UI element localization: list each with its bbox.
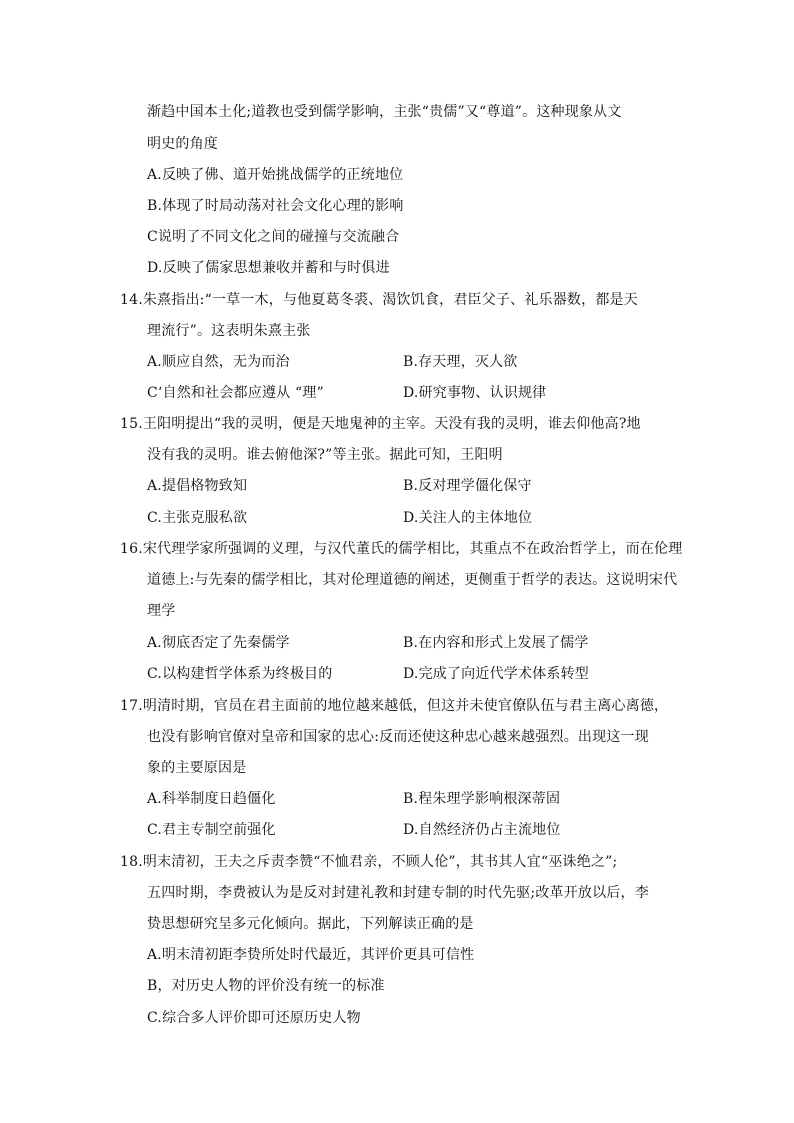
q13-option-a: A.反映了佛、道开始挑战儒学的正统地位 (147, 167, 404, 183)
q15-option-d: D.关注人的主体地位 (403, 510, 533, 526)
q16-option-b: B.在内容和形式上发展了儒学 (403, 635, 589, 651)
q15-stem-line: 15.王阳明提出“我的灵明，便是天地鬼神的主宰。天没有我的灵明，谁去仰他高?地 (120, 416, 641, 432)
q15-option-a: A.提倡格物致知 (147, 478, 248, 494)
q14-option-c: C‘自然和社会都应遵从 “理” (147, 385, 324, 401)
q13-stem-line: 明史的角度 (147, 136, 218, 152)
q17-option-c: C.君主专制空前强化 (147, 822, 276, 838)
q14-option-b: B.存天理，灭人欲 (403, 354, 518, 370)
q15-option-b: B.反对理学僵化保守 (403, 478, 532, 494)
q16-stem-line: 道德上:与先秦的儒学相比，其对伦理道德的阐述，更侧重于哲学的表达。这说明宋代 (147, 572, 678, 588)
q13-stem-line: 渐趋中国本土化;道教也受到儒学影响，主张“贵儒”又“尊道”。这种现象从文 (147, 104, 622, 120)
q18-stem-line: 18.明末清初，王夫之斥责李赞“不恤君亲，不顾人伦”，其书其人宜“巫诛绝之”; (120, 854, 618, 870)
q13-option-c: C说明了不同文化之间的碰撞与交流融合 (147, 229, 400, 245)
q13-option-b: B.体现了时局动荡对社会文化心理的影响 (147, 198, 404, 214)
q15-stem-line: 没有我的灵明。谁去俯他深?”等主张。据此可知，王阳明 (147, 447, 503, 463)
q17-stem-line: 17.明清时期，官员在君主面前的地位越来越低，但这并未使官僚队伍与君主离心离德， (120, 698, 669, 714)
q15-option-c: C.主张克服私欲 (147, 510, 248, 526)
q14-option-d: D.研究事物、认识规律 (403, 385, 547, 401)
q16-stem-line: 16.宋代理学家所强调的义理，与汉代董氏的儒学相比，其重点不在政治哲学上，而在伦理 (120, 541, 683, 557)
q18-option-a: A.明末清初距李贽所处时代最近，其评价更具可信性 (147, 947, 475, 963)
q14-stem-line: 理流行”。这表明朱熹主张 (147, 323, 311, 339)
q17-option-b: B.程朱理学影响根深蒂固 (403, 791, 561, 807)
q18-option-b: B，对历史人物的评价没有统一的标准 (147, 978, 385, 994)
q17-option-a: A.科举制度日趋僵化 (147, 791, 276, 807)
q17-stem-line: 也没有影响官僚对皇帝和国家的忠心:反而还使这种忠心越来越强烈。出现这一现 (147, 729, 649, 745)
q14-stem-line: 14.朱熹指出:“一草一木，与他夏葛冬裘、渴饮饥食，君臣父子、礼乐器数，都是天 (120, 292, 638, 308)
q18-stem-line: 五四时期，李费被认为是反对封建礼教和封建专制的时代先驱;改革开放以后，李 (147, 885, 649, 901)
q16-option-d: D.完成了向近代学术体系转型 (403, 666, 589, 682)
q16-option-a: A.彻底否定了先秦儒学 (147, 635, 290, 651)
q17-option-d: D.自然经济仍占主流地位 (403, 822, 561, 838)
q16-stem-line: 理学 (147, 603, 176, 619)
q17-stem-line: 象的主要原因是 (147, 760, 247, 776)
q16-option-c: C.以构建哲学体系为终极目的 (147, 666, 333, 682)
q18-stem-line: 贽思想研究呈多元化倾向。据此，下列解读正确的是 (147, 916, 474, 932)
q13-option-d: D.反映了儒家思想兼收并蓄和与时俱进 (147, 260, 390, 276)
q18-option-c: C.综合多人评价即可还原历史人物 (147, 1010, 361, 1026)
q14-option-a: A.顺应自然，无为而治 (147, 354, 290, 370)
